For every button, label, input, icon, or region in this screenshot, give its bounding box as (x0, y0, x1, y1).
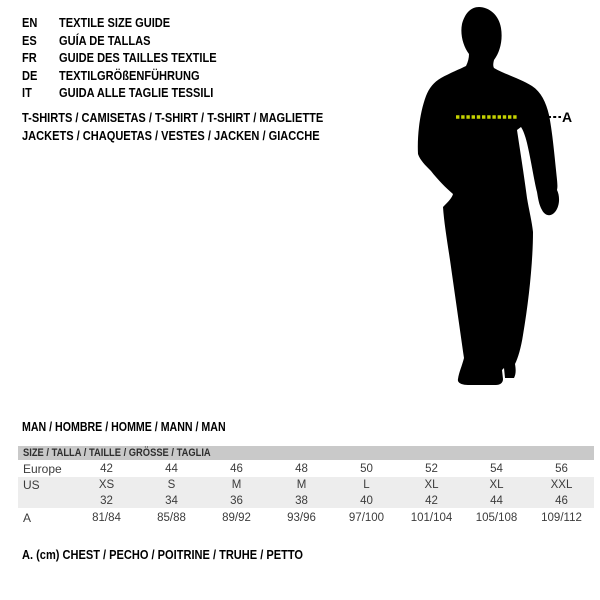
size-cell: 54 (490, 462, 503, 475)
size-cell: 42 (425, 494, 438, 507)
language-row (22, 84, 244, 102)
size-cell: XXL (550, 479, 573, 491)
size-cell: 36 (230, 494, 243, 507)
size-cell: 44 (490, 494, 503, 507)
size-cell: 44 (165, 462, 178, 475)
size-cell: 105/108 (475, 511, 518, 524)
size-cell: 89/92 (222, 511, 251, 524)
size-cell: 38 (295, 494, 308, 507)
size-cell: 101/104 (410, 511, 453, 524)
language-row (22, 67, 244, 85)
size-cell: M (231, 479, 242, 491)
row-label: Europe (23, 461, 62, 476)
man-silhouette-path (418, 7, 559, 385)
size-table-header: SIZE / TALLA / TAILLE / GRÖSSE / TAGLIA (18, 446, 594, 460)
size-cell: 32 (100, 494, 113, 507)
language-label: GUÍA DE TALLAS (59, 32, 151, 48)
size-cell: 48 (295, 462, 308, 475)
size-cell: L (363, 479, 370, 491)
language-list (22, 14, 244, 102)
language-label: GUIDA ALLE TAGLIE TESSILI (59, 85, 214, 100)
size-cell: 56 (555, 462, 568, 475)
size-cell: 52 (425, 462, 438, 475)
size-table (18, 446, 594, 527)
language-row (22, 14, 244, 32)
language-label: GUIDE DES TAILLES TEXTILE (59, 50, 217, 65)
size-cell: 85/88 (157, 511, 186, 524)
language-code: DE (22, 67, 38, 83)
size-cell: S (167, 479, 176, 491)
language-code: EN (22, 15, 38, 30)
size-cell: 42 (100, 462, 113, 475)
row-label: US (23, 478, 40, 492)
size-cell: 46 (230, 462, 243, 475)
language-label: TEXTILE SIZE GUIDE (59, 15, 171, 30)
language-row (22, 49, 244, 67)
size-cell: 97/100 (348, 511, 385, 524)
size-cell: 93/96 (287, 511, 316, 524)
category-list (22, 109, 376, 145)
table-row-us-numeric (18, 493, 594, 508)
size-cell: 109/112 (541, 511, 582, 524)
size-cell: XS (98, 479, 115, 491)
row-label: A (23, 510, 32, 525)
size-cell: 46 (555, 494, 568, 507)
language-code: IT (22, 85, 32, 100)
size-cell: 81/84 (92, 511, 121, 524)
language-label: TEXTILGRÖßENFÜHRUNG (59, 67, 200, 83)
measurement-footnote: A. (cm) CHEST / PECHO / POITRINE / TRUHE / PETTO (22, 547, 303, 562)
size-cell: 50 (360, 462, 373, 475)
size-cell: XL (424, 479, 439, 491)
size-cell: M (296, 479, 307, 491)
category-line: JACKETS / CHAQUETAS / VESTES / JACKEN / GIACCHE (22, 128, 320, 143)
language-row (22, 32, 244, 50)
gender-heading: MAN / HOMBRE / HOMME / MANN / MAN (22, 420, 226, 434)
chest-measure-label: A (562, 109, 573, 125)
table-row-chest (18, 508, 594, 527)
table-row-us (18, 477, 594, 493)
size-cell: 40 (360, 494, 373, 507)
language-code: ES (22, 32, 37, 48)
table-row-europe (18, 460, 594, 477)
size-cell: 34 (165, 494, 178, 507)
size-cell: XL (489, 479, 504, 491)
category-line: T-SHIRTS / CAMISETAS / T-SHIRT / T-SHIRT / MAGLIETTE (22, 110, 324, 125)
language-code: FR (22, 50, 37, 65)
